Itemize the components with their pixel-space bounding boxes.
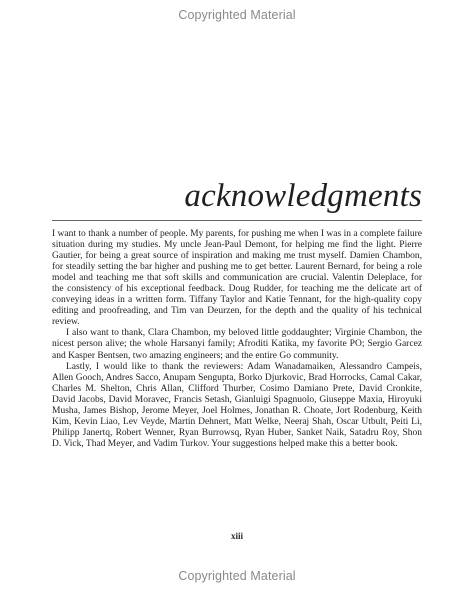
page-number: xiii <box>230 531 243 541</box>
paragraph-family: I also want to thank, Clara Chambon, my beloved little goddaughter; Virginie Chambon, the nicest person alive; the whole Harsanyi family; Afroditi Katika, my favorite PO; Sergio Garcez and Kasper Bentsen, two amazing engineers; and the entire Go community. <box>52 328 422 361</box>
body-text <box>52 229 422 450</box>
copyright-watermark-bottom: Copyrighted Material <box>178 569 296 583</box>
copyright-watermark-top: Copyrighted Material <box>178 8 296 22</box>
paragraph-reviewers: Lastly, I would like to thank the reviewers: Adam Wanadamaiken, Alessandro Campeis, Allen Gooch, Andres Sacco, Anupam Sengupta, Borko Djurkovic, Brad Horrocks, Camal Cakar, Charles M. Shelton, Chris Allan, Clifford Thurber, Cosimo Damiano Prete, David Cronkite, David Jacobs, David Moravec, Francis Setash, Gianluigi Spagnuolo, Giuseppe Maxia, Hiroyuki Musha, James Bishop, Jerome Meyer, Joel Holmes, Jonathan R. Choate, Jort Rodenburg, Keith Kim, Kevin Liao, Lev Veyde, Martin Dehnert, Matt Welke, Neeraj Shah, Oscar Utbult, Peiti Li, Philipp Janertq, Robert Wenner, Ryan Burrowsq, Ryan Huber, Sanket Naik, Satadru Roy, Shon D. Vick, Thad Meyer, and Vadim Turkov. Your suggestions helped make this a better book. <box>52 361 422 449</box>
paragraph-thanks: I want to thank a number of people. My parents, for pushing me when I was in a complete failure situation during my studies. My uncle Jean-Paul Demont, for helping me find the light. Pierre Gautier, for being a great source of inspiration and making me trust myself. Damien Chambon, for steadily setting the bar higher and pushing me to get better. Laurent Bernard, for being a role model and teaching me that soft skills and communication are crucial. Valentin Deleplace, for the consistency of his exceptional feedback. Doug Rudder, for teaching me the delicate art of conveying ideas in a written form. Tiffany Taylor and Katie Tennant, for the high-quality copy editing and proofreading, and Tim van Deurzen, for the depth and the quality of his technical review. <box>52 229 422 328</box>
title-rule <box>52 220 422 221</box>
chapter-title: acknowledgments <box>184 178 422 214</box>
